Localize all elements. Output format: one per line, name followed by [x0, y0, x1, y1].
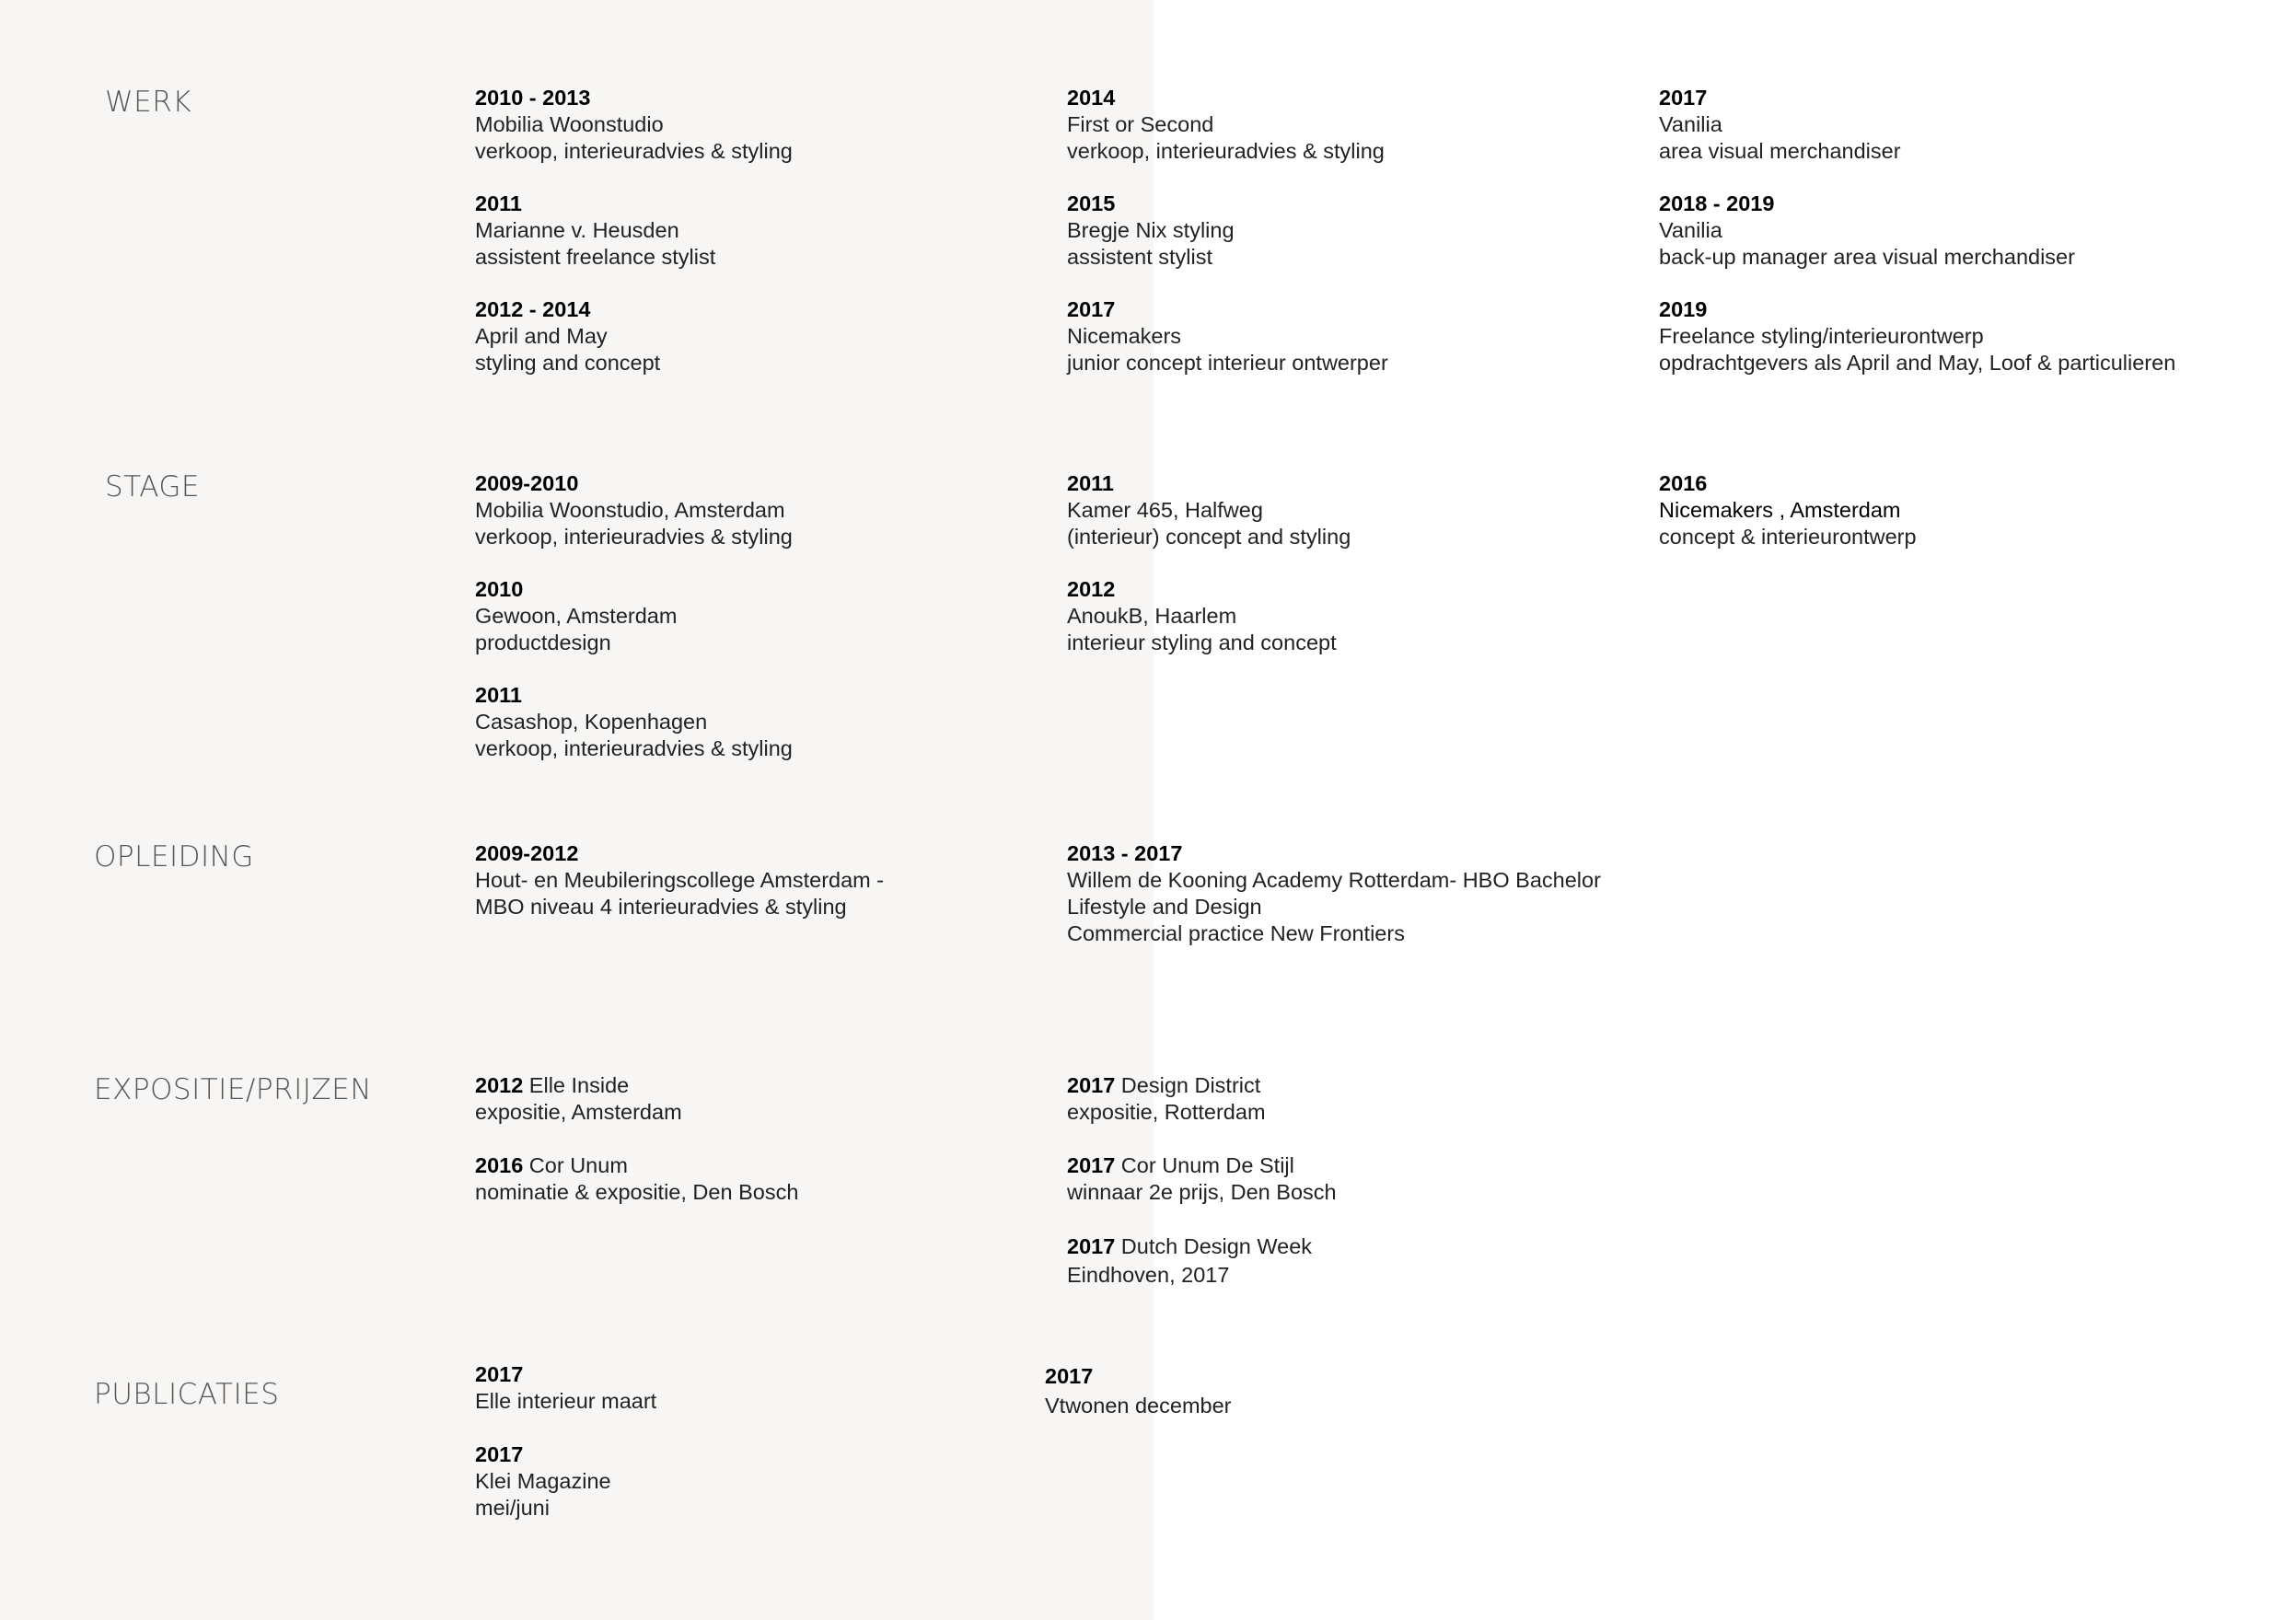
entry-year: 2017 [1659, 86, 1708, 110]
entry-line: Hout- en Meubileringscollege Amsterdam - [475, 868, 885, 892]
section-title-opleiding: OPLEIDING [94, 840, 254, 874]
entry-year: 2015 [1067, 191, 1116, 215]
publicatie-entry [1045, 1361, 1231, 1420]
expositie-entry [475, 1072, 682, 1126]
entry-line: assistent stylist [1067, 245, 1213, 269]
entry-title: Elle Inside [523, 1073, 630, 1097]
entry-year: 2010 - 2013 [475, 86, 591, 110]
entry-year: 2017 [1067, 297, 1116, 321]
entry-year: 2017 [1067, 1073, 1116, 1097]
entry-line: Freelance styling/interieurontwerp [1659, 324, 1984, 348]
entry-title: Design District [1115, 1073, 1261, 1097]
entry-year: 2009-2010 [475, 471, 579, 495]
expositie-entry [1067, 1152, 1337, 1206]
werk-entry [1067, 85, 1385, 165]
entry-line: Bregje Nix styling [1067, 218, 1235, 242]
opleiding-entry [1067, 840, 1601, 947]
entry-line: productdesign [475, 631, 611, 654]
stage-entry [475, 682, 793, 762]
entry-heading [1067, 1232, 1312, 1261]
entry-line: First or Second [1067, 112, 1214, 136]
entry-line: Elle interieur maart [475, 1389, 657, 1413]
opleiding-entry [475, 840, 884, 920]
entry-year: 2017 [1045, 1364, 1094, 1388]
stage-entry [475, 470, 793, 550]
entry-year: 2011 [475, 683, 522, 707]
entry-line: Lifestyle and Design [1067, 895, 1262, 919]
entry-year: 2017 [1067, 1234, 1116, 1258]
entry-line: Vanilia [1659, 112, 1722, 136]
entry-year: 2019 [1659, 297, 1708, 321]
entry-line: Mobilia Woonstudio [475, 112, 664, 136]
entry-line: Vanilia [1659, 218, 1722, 242]
entry-line: Gewoon, Amsterdam [475, 604, 678, 628]
entry-line: AnoukB, Haarlem [1067, 604, 1237, 628]
entry-title: Dutch Design Week [1115, 1234, 1313, 1258]
entry-year: 2010 [475, 577, 524, 601]
entry-line: back-up manager area visual merchandiser [1659, 245, 2075, 269]
entry-line: assistent freelance stylist [475, 245, 716, 269]
entry-line: Mobilia Woonstudio, Amsterdam [475, 498, 785, 522]
entry-line: concept & interieurontwerp [1659, 525, 1917, 549]
entry-year: 2018 - 2019 [1659, 191, 1775, 215]
section-title-werk: WERK [105, 86, 192, 119]
entry-year: 2013 - 2017 [1067, 841, 1183, 865]
entry-line: (interieur) concept and styling [1067, 525, 1351, 549]
entry-heading [475, 1072, 682, 1099]
entry-year: 2011 [1067, 471, 1114, 495]
entry-line: interieur styling and concept [1067, 631, 1337, 654]
expositie-entry [1067, 1232, 1312, 1290]
stage-entry [1659, 470, 1917, 550]
entry-line: area visual merchandiser [1659, 139, 1901, 163]
entry-title: Cor Unum [523, 1153, 628, 1177]
werk-entry [1067, 296, 1388, 376]
entry-line: Klei Magazine [475, 1469, 611, 1493]
entry-line: verkoop, interieuradvies & styling [1067, 139, 1385, 163]
publicatie-entry [475, 1361, 656, 1415]
entry-year: 2016 [1659, 471, 1708, 495]
entry-year: 2017 [1067, 1153, 1116, 1177]
entry-year: 2016 [475, 1153, 524, 1177]
stage-entry [1067, 470, 1351, 550]
entry-year: 2017 [475, 1362, 524, 1386]
entry-line: expositie, Rotterdam [1067, 1100, 1266, 1124]
entry-line: winnaar 2e prijs, Den Bosch [1067, 1180, 1337, 1204]
expositie-entry [475, 1152, 798, 1206]
werk-entry [475, 296, 660, 376]
entry-line: Commercial practice New Frontiers [1067, 921, 1405, 945]
stage-entry [1067, 576, 1337, 656]
werk-entry [1659, 191, 2075, 271]
entry-year: 2017 [475, 1442, 524, 1466]
entry-line: Eindhoven, 2017 [1067, 1263, 1230, 1287]
entry-line: MBO niveau 4 interieuradvies & styling [475, 895, 847, 919]
entry-line: Willem de Kooning Academy Rotterdam- HBO Bachelor [1067, 868, 1601, 892]
entry-line: Kamer 465, Halfweg [1067, 498, 1263, 522]
section-title-expositie: EXPOSITIE/PRIJZEN [94, 1073, 372, 1106]
entry-year: 2009-2012 [475, 841, 579, 865]
entry-year: 2012 [475, 1073, 524, 1097]
werk-entry [1659, 85, 1901, 165]
entry-line: verkoop, interieuradvies & styling [475, 525, 793, 549]
entry-line: mei/juni [475, 1496, 550, 1520]
entry-line: Nicemakers [1067, 324, 1182, 348]
entry-line: opdrachtgevers als April and May, Loof & particulieren [1659, 351, 2176, 375]
entry-heading [475, 1152, 798, 1179]
entry-line: styling and concept [475, 351, 661, 375]
expositie-entry [1067, 1072, 1266, 1126]
entry-line: Marianne v. Heusden [475, 218, 679, 242]
entry-line: April and May [475, 324, 608, 348]
entry-line: Casashop, Kopenhagen [475, 710, 708, 734]
section-title-publicaties: PUBLICATIES [94, 1378, 280, 1411]
entry-line: Vtwonen december [1045, 1394, 1232, 1418]
entry-title: Cor Unum De Stijl [1115, 1153, 1294, 1177]
werk-entry [475, 191, 715, 271]
werk-entry [475, 85, 793, 165]
entry-heading [1067, 1072, 1266, 1099]
entry-year: 2012 - 2014 [475, 297, 591, 321]
werk-entry [1067, 191, 1235, 271]
entry-line: nominatie & expositie, Den Bosch [475, 1180, 799, 1204]
entry-line: verkoop, interieuradvies & styling [475, 139, 793, 163]
entry-line: verkoop, interieuradvies & styling [475, 736, 793, 760]
section-title-stage: STAGE [105, 470, 200, 503]
entry-line: expositie, Amsterdam [475, 1100, 682, 1124]
stage-entry [475, 576, 677, 656]
entry-line: Nicemakers , Amsterdam [1659, 498, 1901, 522]
entry-line: junior concept interieur ontwerper [1067, 351, 1388, 375]
entry-heading [1067, 1152, 1337, 1179]
werk-entry [1659, 296, 2175, 376]
entry-year: 2011 [475, 191, 522, 215]
entry-year: 2014 [1067, 86, 1116, 110]
publicatie-entry [475, 1441, 611, 1522]
entry-year: 2012 [1067, 577, 1116, 601]
